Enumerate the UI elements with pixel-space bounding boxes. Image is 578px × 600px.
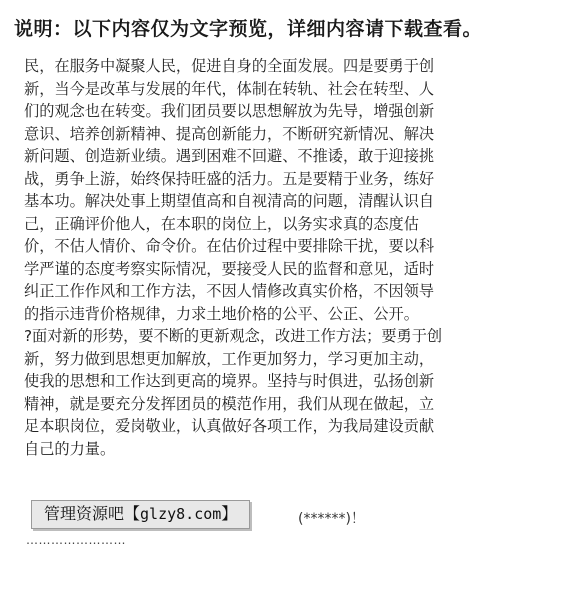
body-line: 新，努力做到思想更加解放，工作更加努力，学习更加主动，: [24, 349, 435, 368]
body-line: 们的观念也在转变。我们团员要以思想解放为先导，增强创新: [24, 102, 435, 120]
watermark-domain: glzy8.com: [140, 505, 222, 523]
trailing-text: (******)！: [298, 511, 365, 527]
watermark-suffix: 】: [221, 504, 238, 523]
body-line: ?面对新的形势，要不断的更新观念，改进工作方法；要勇于创: [24, 327, 443, 345]
body-line: 意识、培养创新精神、提高创新能力，不断研究新情况、解决: [24, 124, 435, 143]
body-line: 基本功。解决处事上期望值高和自视清高的问题，清醒认识自: [24, 192, 435, 210]
document-body: [24, 55, 554, 460]
body-line: 战，勇争上游，始终保持旺盛的活力。五是要精于业务，练好: [24, 169, 435, 188]
body-line: 民，在服务中凝聚人民，促进自身的全面发展。四是要勇于创: [24, 57, 435, 75]
site-watermark: [31, 500, 250, 529]
body-line: 足本职岗位，爱岗敬业，认真做好各项工作，为我局建设贡献: [24, 417, 435, 435]
ellipsis-dots: ……………………: [26, 533, 126, 547]
body-line: 的指示违背价格规律，力求土地价格的公平、公正、公开。: [24, 304, 419, 323]
body-line: 使我的思想和工作达到更高的境界。坚持与时俱进，弘扬创新: [24, 372, 435, 390]
watermark-prefix: 管理资源吧【: [44, 504, 141, 523]
body-line: 己，正确评价他人，在本职的岗位上，以务实求真的态度估: [24, 214, 419, 233]
preview-notice: 说明：以下内容仅为文字预览，详细内容请下载查看。: [14, 18, 483, 40]
body-line: 纠正工作作风和工作方法，不因人情修改真实价格，不因领导: [24, 282, 435, 300]
body-line: 精神，就是要充分发挥团员的模范作用，我们从现在做起，立: [24, 394, 435, 413]
body-line: 学严谨的态度考察实际情况，要接受人民的监督和意见，适时: [24, 259, 435, 278]
body-line: 自己的力量。: [24, 439, 116, 458]
body-line: 新问题、创造新业绩。遇到困难不回避、不推诿，敢于迎接挑: [24, 147, 435, 165]
body-line: 新，当今是改革与发展的年代，体制在转轨、社会在转型、人: [24, 79, 435, 98]
body-line: 价，不估人情价、命令价。在估价过程中要排除干扰，要以科: [24, 237, 435, 255]
